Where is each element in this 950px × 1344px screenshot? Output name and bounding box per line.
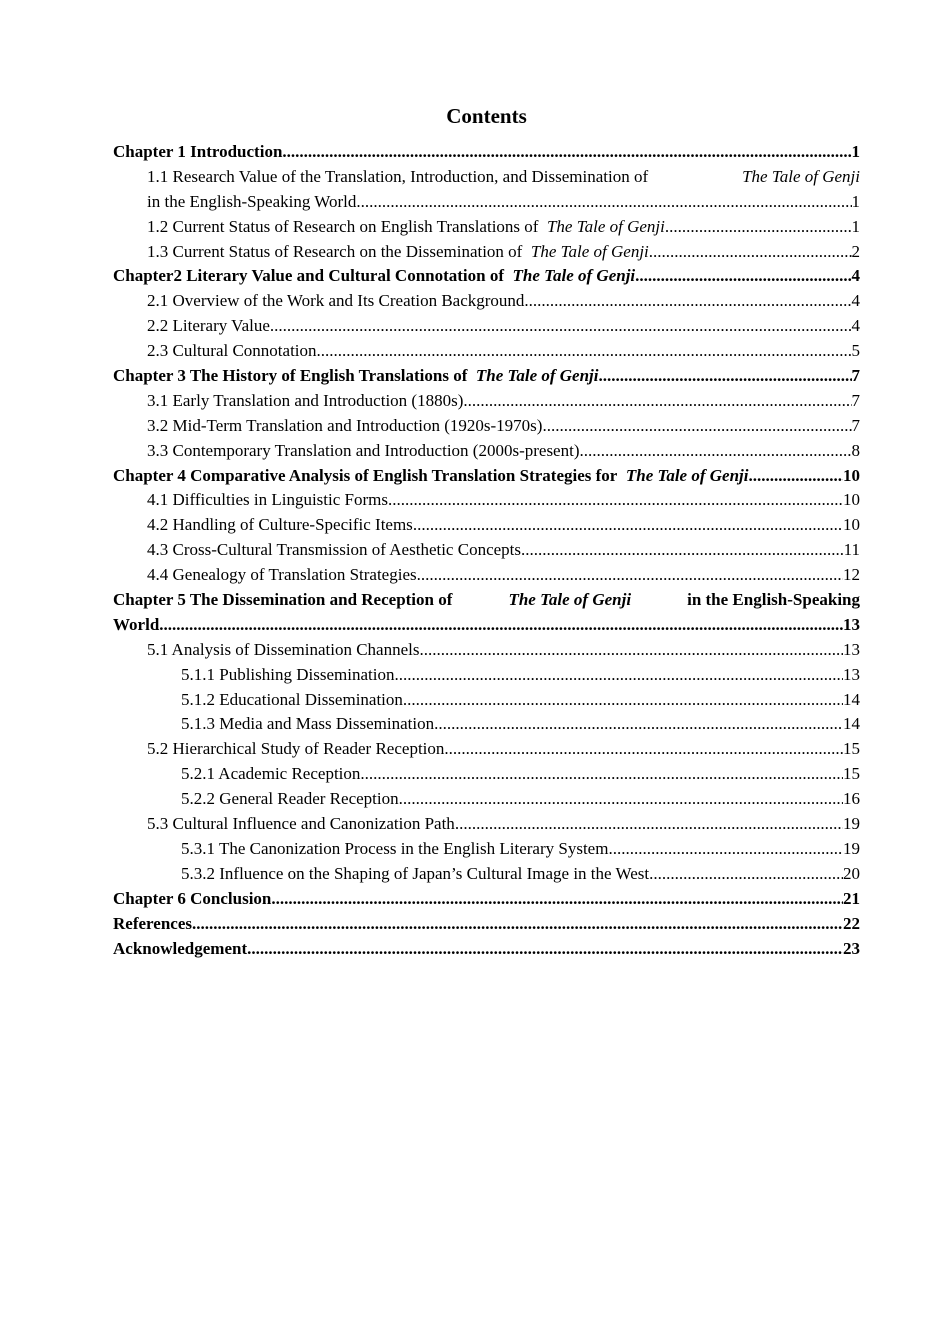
toc-subsection[interactable] xyxy=(113,688,860,713)
dot-leader xyxy=(388,488,843,513)
entry-title xyxy=(113,140,282,165)
entry-title-text: 4.4 Genealogy of Translation Strategies xyxy=(147,565,417,585)
entry-title xyxy=(147,414,542,439)
entry-title xyxy=(147,538,521,563)
entry-title-text: 3.2 Mid-Term Translation and Introduction (1920s-1970s) xyxy=(147,415,543,435)
entry-title-text: 2.3 Cultural Connotation xyxy=(147,341,317,361)
entry-title xyxy=(147,737,444,762)
dot-leader xyxy=(444,737,843,762)
toc-subsection[interactable] xyxy=(113,663,860,688)
entry-title xyxy=(181,688,403,713)
page-number: 22 xyxy=(843,913,860,933)
toc-section[interactable] xyxy=(113,812,860,837)
toc-subsection[interactable] xyxy=(113,787,860,812)
entry-title-italic: The Tale of Genji xyxy=(742,166,860,186)
page-number: 15 xyxy=(843,739,860,759)
toc-section[interactable] xyxy=(113,190,860,215)
dot-leader xyxy=(417,563,843,588)
entry-title-text: 4.3 Cross-Cultural Transmission of Aesthetic Concepts xyxy=(147,540,521,560)
entry-title xyxy=(181,787,399,812)
entry-title-text: Chapter 4 Comparative Analysis of English Translation Strategies for xyxy=(113,465,618,485)
page-number: 16 xyxy=(843,789,860,809)
entry-title-italic: The Tale of Genji xyxy=(512,266,636,286)
entry-title-text: 3.3 Contemporary Translation and Introduction (2000s-present) xyxy=(147,440,580,460)
entry-title xyxy=(113,613,159,638)
entry-title-text: 3.1 Early Translation and Introduction (1880s) xyxy=(147,390,464,410)
page-number: 10 xyxy=(843,490,860,510)
page-number: 7 xyxy=(851,366,860,386)
entry-title-text: 1.3 Current Status of Research on the Dissemination of xyxy=(147,241,523,261)
entry-title-text: 5.1.3 Media and Mass Dissemination xyxy=(181,714,435,734)
entry-title-italic: The Tale of Genji xyxy=(530,241,649,261)
entry-title-text: 5.3.2 Influence on the Shaping of Japan’s Cultural Image in the West xyxy=(181,863,650,883)
toc-section[interactable] xyxy=(113,737,860,762)
page-number: 4 xyxy=(851,291,860,311)
dot-leader xyxy=(413,513,843,538)
entry-title-part: in the English-Speaking xyxy=(687,590,860,610)
page-number: 11 xyxy=(843,540,860,560)
toc-chapter[interactable] xyxy=(113,264,860,289)
entry-title xyxy=(147,389,463,414)
page-number: 19 xyxy=(843,814,860,834)
page-number: 4 xyxy=(851,266,860,286)
toc-chapter[interactable] xyxy=(113,140,860,165)
dot-leader xyxy=(394,663,843,688)
toc-section[interactable] xyxy=(113,414,860,439)
dot-leader xyxy=(159,613,843,638)
entry-title-italic: The Tale of Genji xyxy=(508,590,632,610)
entry-title-text: 5.3.1 The Canonization Process in the English Literary System xyxy=(181,838,609,858)
entry-title-text: 5.2.2 General Reader Reception xyxy=(181,789,399,809)
dot-leader xyxy=(649,862,843,887)
page-title: Contents xyxy=(446,104,527,128)
entry-title-text: Chapter 1 Introduction xyxy=(113,142,283,161)
dot-leader xyxy=(403,688,843,713)
toc-section[interactable] xyxy=(113,488,860,513)
page-number: 19 xyxy=(843,838,860,858)
page-number: 10 xyxy=(843,465,860,485)
toc-section[interactable] xyxy=(113,563,860,588)
page-number: 4 xyxy=(851,316,860,336)
entry-title-text: Chapter 6 Conclusion xyxy=(113,888,272,908)
entry-title xyxy=(113,937,247,962)
dot-leader xyxy=(521,538,844,563)
toc-section[interactable] xyxy=(113,314,860,339)
page-number: 13 xyxy=(843,664,860,684)
entry-title xyxy=(113,887,271,912)
toc-chapter[interactable] xyxy=(113,887,860,912)
entry-title xyxy=(147,812,455,837)
page-number: 21 xyxy=(843,888,860,908)
toc-section[interactable] xyxy=(113,215,860,240)
entry-title-text: World xyxy=(113,614,160,634)
dot-leader xyxy=(608,837,843,862)
entry-title xyxy=(181,862,649,887)
toc-section[interactable] xyxy=(113,240,860,265)
page-number: 10 xyxy=(843,515,860,535)
entry-title-text: Chapter 3 The History of English Translations of xyxy=(113,366,468,386)
page-number: 15 xyxy=(843,764,860,784)
toc-subsection[interactable] xyxy=(113,862,860,887)
entry-title-part: 1.1 Research Value of the Translation, Introduction, and Dissemination of xyxy=(147,166,649,186)
entry-title xyxy=(147,513,413,538)
entry-title xyxy=(147,289,524,314)
entry-title-part: Chapter 5 The Dissemination and Reception of xyxy=(113,590,453,610)
page-number: 14 xyxy=(843,689,860,709)
entry-title-text: 4.2 Handling of Culture-Specific Items xyxy=(147,515,413,535)
entry-title xyxy=(113,464,748,489)
dot-leader xyxy=(665,215,852,240)
entry-title xyxy=(147,240,649,265)
entry-title-text: in the English-Speaking World xyxy=(147,191,357,211)
page-number: 2 xyxy=(851,241,860,261)
page-number: 13 xyxy=(843,614,860,634)
toc-chapter-line1[interactable] xyxy=(113,588,860,613)
dot-leader xyxy=(271,887,843,912)
entry-title-text: 5.1.2 Educational Dissemination xyxy=(181,689,403,709)
toc-chapter[interactable] xyxy=(113,464,860,489)
entry-title-italic: The Tale of Genji xyxy=(546,216,665,236)
entry-title xyxy=(147,488,388,513)
entry-title xyxy=(181,762,360,787)
page-number: 8 xyxy=(851,440,860,460)
toc-chapter[interactable] xyxy=(113,912,860,937)
toc-section[interactable] xyxy=(113,389,860,414)
dot-leader xyxy=(282,140,851,165)
page-number: 5 xyxy=(851,341,860,361)
entry-title-text: 5.3 Cultural Influence and Canonization Path xyxy=(147,814,455,834)
page-number: 20 xyxy=(843,863,860,883)
toc-section[interactable] xyxy=(113,638,860,663)
toc-section[interactable] xyxy=(113,289,860,314)
entry-title xyxy=(181,663,394,688)
toc-chapter[interactable] xyxy=(113,613,860,638)
dot-leader xyxy=(434,712,843,737)
page-number: 1 xyxy=(851,191,860,211)
dot-leader xyxy=(524,289,851,314)
entry-title-text: 5.1 Analysis of Dissemination Channels xyxy=(147,639,420,659)
page-number: 7 xyxy=(851,415,860,435)
dot-leader xyxy=(542,414,851,439)
entry-title-italic: The Tale of Genji xyxy=(625,465,749,485)
entry-title-text: 2.2 Literary Value xyxy=(147,316,270,336)
entry-title xyxy=(181,837,608,862)
toc-section[interactable] xyxy=(113,339,860,364)
entry-title-text: 5.2 Hierarchical Study of Reader Reception xyxy=(147,739,445,759)
entry-title-text: Acknowledgement xyxy=(113,938,248,958)
page-number: 1 xyxy=(851,142,860,161)
dot-leader xyxy=(399,787,843,812)
dot-leader xyxy=(580,439,852,464)
dot-leader xyxy=(360,762,843,787)
page-number: 14 xyxy=(843,714,860,734)
toc-page xyxy=(113,100,860,961)
toc-section[interactable] xyxy=(113,513,860,538)
entry-title xyxy=(147,314,270,339)
page-number: 1 xyxy=(851,216,860,236)
entry-title xyxy=(113,364,599,389)
entry-title xyxy=(113,912,192,937)
dot-leader xyxy=(635,264,851,289)
entry-title xyxy=(147,215,665,240)
toc-chapter[interactable] xyxy=(113,937,860,962)
toc-subsection[interactable] xyxy=(113,762,860,787)
dot-leader xyxy=(419,638,843,663)
dot-leader xyxy=(356,190,851,215)
entry-title xyxy=(181,712,434,737)
page-number: 13 xyxy=(843,639,860,659)
toc-section[interactable] xyxy=(113,439,860,464)
dot-leader xyxy=(192,912,843,937)
entry-title xyxy=(147,439,580,464)
toc-section-line1[interactable] xyxy=(113,165,860,190)
dot-leader xyxy=(748,464,843,489)
toc-subsection[interactable] xyxy=(113,712,860,737)
entry-title-italic: The Tale of Genji xyxy=(475,366,599,386)
entry-title-text: Chapter2 Literary Value and Cultural Connotation of xyxy=(113,266,505,286)
dot-leader xyxy=(270,314,852,339)
entry-title-text: References xyxy=(113,913,192,933)
dot-leader xyxy=(599,364,852,389)
page-number: 7 xyxy=(851,390,860,410)
entry-title xyxy=(147,339,317,364)
entry-title-text: 5.1.1 Publishing Dissemination xyxy=(181,664,395,684)
dot-leader xyxy=(247,937,843,962)
toc-subsection[interactable] xyxy=(113,837,860,862)
page-number: 12 xyxy=(843,565,860,585)
dot-leader xyxy=(455,812,843,837)
toc-chapter[interactable] xyxy=(113,364,860,389)
dot-leader xyxy=(317,339,852,364)
entry-title xyxy=(113,264,635,289)
page-number: 23 xyxy=(843,938,860,958)
toc-section[interactable] xyxy=(113,538,860,563)
dot-leader xyxy=(463,389,851,414)
entry-title xyxy=(147,638,419,663)
dot-leader xyxy=(649,240,852,265)
entry-title-text: 4.1 Difficulties in Linguistic Forms xyxy=(147,490,388,510)
entry-title-text: 1.2 Current Status of Research on English Translations of xyxy=(147,216,539,236)
entry-title xyxy=(147,563,417,588)
entry-title xyxy=(147,190,356,215)
table-of-contents xyxy=(113,140,860,961)
entry-title-text: 5.2.1 Academic Reception xyxy=(181,764,361,784)
entry-title-text: 2.1 Overview of the Work and Its Creation Background xyxy=(147,291,525,311)
